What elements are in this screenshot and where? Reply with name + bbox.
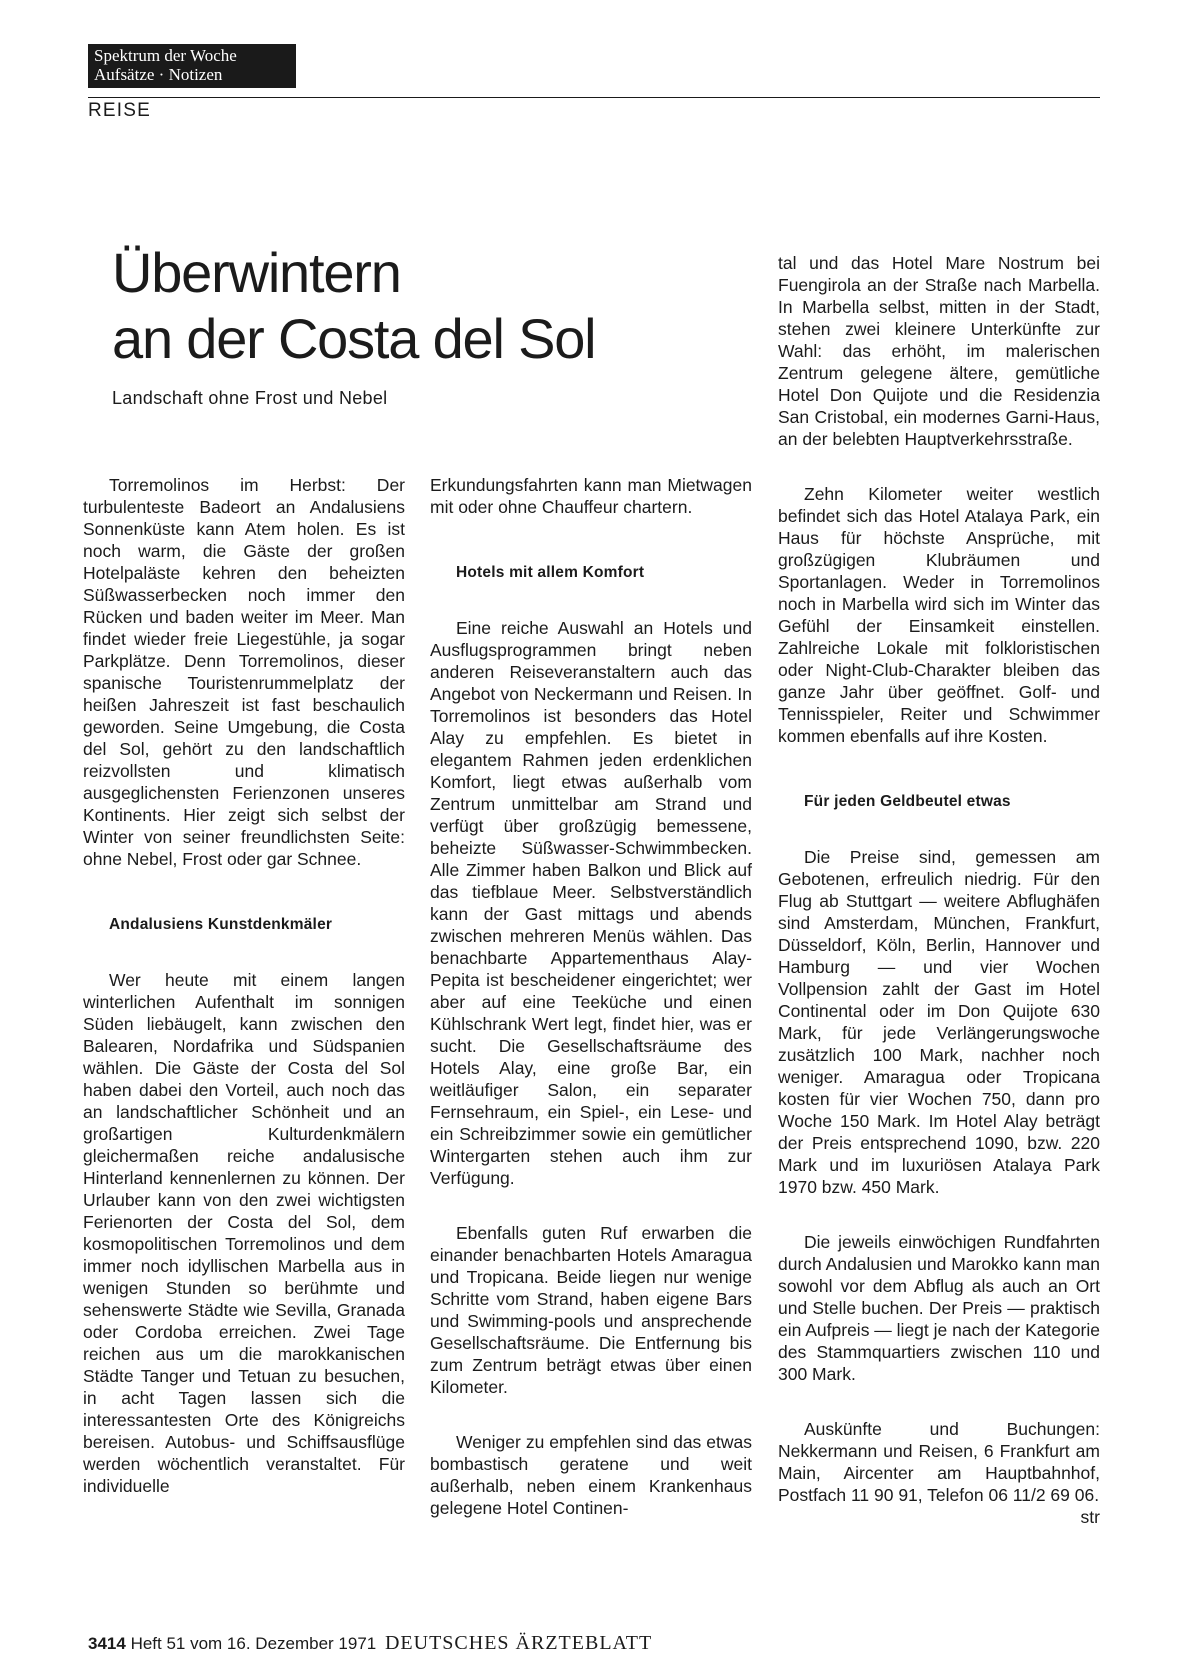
- rubric-line-2: Aufsätze · Notizen: [94, 65, 223, 84]
- paragraph: Eine reiche Auswahl an Hotels und Ausflugsprogrammen bringt neben anderen Reiseveranstaltern auch das Angebot von Neckermann und Reisen. In Torremolinos ist besonders das Hotel Alay zu empfehlen. Es bietet in elegantem Rahmen jeden erdenklichen Komfort, liegt etwas außerhalb vom Zentrum unmittelbar am Strand und verfügt über großzügig bemessene, beheizte Süßwasser-Schwimmbecken. Alle Zimmer haben Balkon und Blick auf das tiefblaue Meer. Selbstverständlich kann der Gast mittags und abends zwischen mehreren Menüs wählen. Das benachbarte Appartementhaus Alay-Pepita ist bescheidener eingerichtet; wer aber auf eine Teeküche und einen Kühlschrank Wert legt, findet hier, was er sucht. Die Gesellschaftsräume des Hotels Alay, eine große Bar, ein weitläufiger Salon, ein separater Fernsehraum, ein Spiel-, ein Lese- und ein Schreibzimmer sowie ein gemütlicher Wintergarten stehen auch ihm zur Verfügung.: [430, 618, 752, 1188]
- section-heading: Andalusiens Kunstdenkmäler: [109, 916, 333, 933]
- masthead: DEUTSCHES ÄRZTEBLATT: [384, 1632, 653, 1654]
- paragraph: [778, 1418, 1100, 1527]
- article-subtitle: Landschaft ohne Frost und Nebel: [112, 388, 388, 408]
- text-column-3: [778, 252, 1100, 1528]
- page-footer: [88, 1632, 652, 1655]
- contact-info: Auskünfte und Buchungen: Nekkermann und Reisen, 6 Frankfurt am Main, Aircenter am Hauptbahnhof, Postfach 11 90 91, Telefon 06 11/2 69 06.: [778, 1419, 1100, 1505]
- section-heading: Hotels mit allem Komfort: [456, 564, 645, 581]
- paragraph: tal und das Hotel Mare Nostrum bei Fuengirola an der Straße nach Marbella. In Marbella selbst, mitten in der Stadt, stehen zwei kleinere Unterkünfte zur Wahl: das erhöht, im malerischen Zentrum gelegene ältere, gemütliche Hotel Don Quijote und die Residenzia San Cristobal, ein modernes Garni-Haus, an der belebten Hauptverkehrsstraße.: [778, 253, 1100, 449]
- page-number: 3414: [88, 1634, 126, 1653]
- paragraph: Torremolinos im Herbst: Der turbulenteste Badeort an Andalusiens Sonnenküste kann Atem holen. Es ist noch warm, die Gäste der großen Hotelpaläste kehren den beheizten Süßwasserbecken noch immer den Rücken und baden weiter im Meer. Man findet wieder freie Liegestühle, ja sogar Parkplätze. Denn Torremolinos, dieser spanische Touristenrummelplatz der heißen Jahreszeit ist fast beschaulich geworden. Seine Umgebung, die Costa del Sol, gehört zu den landschaftlich reizvollsten und klimatisch ausgeglichensten Ferienzonen unseres Kontinents. Hier zeigt sich selbst der Winter von seiner freundlichsten Seite: ohne Nebel, Frost oder gar Schnee.: [83, 475, 405, 869]
- paragraph: Ebenfalls guten Ruf erwarben die einander benachbarten Hotels Amaragua und Tropicana. Beide liegen nur wenige Schritte vom Strand, haben eigene Bars und Swimming-pools und ansprechende Gesellschaftsräume. Die Entfernung bis zum Zentrum beträgt etwas über einen Kilometer.: [430, 1223, 752, 1397]
- text-column-2: [430, 474, 752, 1519]
- paragraph: Wer heute mit einem langen winterlichen Aufenthalt im sonnigen Süden liebäugelt, kann zwischen den Balearen, Nordafrika und Südspanien wählen. Die Gäste der Costa del Sol haben dabei den Vorteil, auch noch das an landschaftlicher Schönheit und an großartigen Kulturdenkmälern gleichermaßen reiche andalusische Hinterland kennenlernen zu können. Der Urlauber kann von den zwei wichtigsten Ferienorten der Costa del Sol, dem kosmopolitischen Torremolinos und dem immer noch idyllischen Marbella aus in wenigen Stunden so berühmte und sehenswerte Städte wie Sevilla, Granada oder Cordoba erreichen. Zwei Tage reichen aus um die marokkanischen Städte Tanger und Tetuan zu besuchen, in acht Tagen lassen sich die interessantesten Orte des Königreichs bereisen. Autobus- und Schiffsausflüge werden wöchentlich veranstaltet. Für individuelle: [83, 970, 405, 1496]
- paragraph: Die Preise sind, gemessen am Gebotenen, erfreulich niedrig. Für den Flug ab Stuttgart — weitere Abflughäfen sind Amsterdam, München, Frankfurt, Düsseldorf, Köln, Berlin, Hannover und Hamburg — und vier Wochen Vollpension zahlt der Gast im Hotel Continental oder im Don Quijote 630 Mark, für jede Verlängerungswoche zusätzlich 100 Mark, nachher noch weniger. Amaragua oder Tropicana kosten für vier Wochen 750, dann pro Woche 150 Mark. Im Hotel Alay beträgt der Preis entsprechend 1090, bzw. 220 Mark und im luxuriösen Atalaya Park 1970 bzw. 450 Mark.: [778, 847, 1100, 1197]
- title-line-2: an der Costa del Sol: [112, 307, 596, 370]
- issue-info: Heft 51 vom 16. Dezember 1971: [130, 1634, 377, 1653]
- paragraph: Erkundungsfahrten kann man Mietwagen mit oder ohne Chauffeur chartern.: [430, 475, 752, 517]
- rubric-box: [88, 44, 296, 88]
- section-heading: Für jeden Geldbeutel etwas: [804, 793, 1011, 810]
- author-signature: str: [1080, 1507, 1100, 1527]
- title-line-1: Überwintern: [112, 241, 401, 304]
- paragraph: Weniger zu empfehlen sind das etwas bombastisch geratene und weit außerhalb, neben einem Krankenhaus gelegene Hotel Continen-: [430, 1432, 752, 1518]
- paragraph: Zehn Kilometer weiter westlich befindet sich das Hotel Atalaya Park, ein Haus für höchste Ansprüche, mit großzügigen Klubräumen und Sportanlagen. Weder in Torremolinos noch in Marbella wird sich im Winter das Gefühl der Einsamkeit einstellen. Zahlreiche Lokale mit folkloristischen oder Night-Club-Charakter bleiben das ganze Jahr über geöffnet. Golf- und Tennisspieler, Reiter und Schwimmer kommen ebenfalls auf ihre Kosten.: [778, 484, 1100, 746]
- paragraph: Die jeweils einwöchigen Rundfahrten durch Andalusien und Marokko kann man sowohl vor dem Abflug als auch an Ort und Stelle buchen. Der Preis — praktisch ein Aufpreis — liegt je nach der Kategorie des Stammquartiers zwischen 110 und 300 Mark.: [778, 1232, 1101, 1384]
- rubric-line-1: Spektrum der Woche: [94, 46, 237, 65]
- header-rule: [88, 97, 1100, 98]
- section-label: REISE: [88, 100, 152, 121]
- article-title: [112, 240, 712, 372]
- text-column-1: [83, 474, 405, 1497]
